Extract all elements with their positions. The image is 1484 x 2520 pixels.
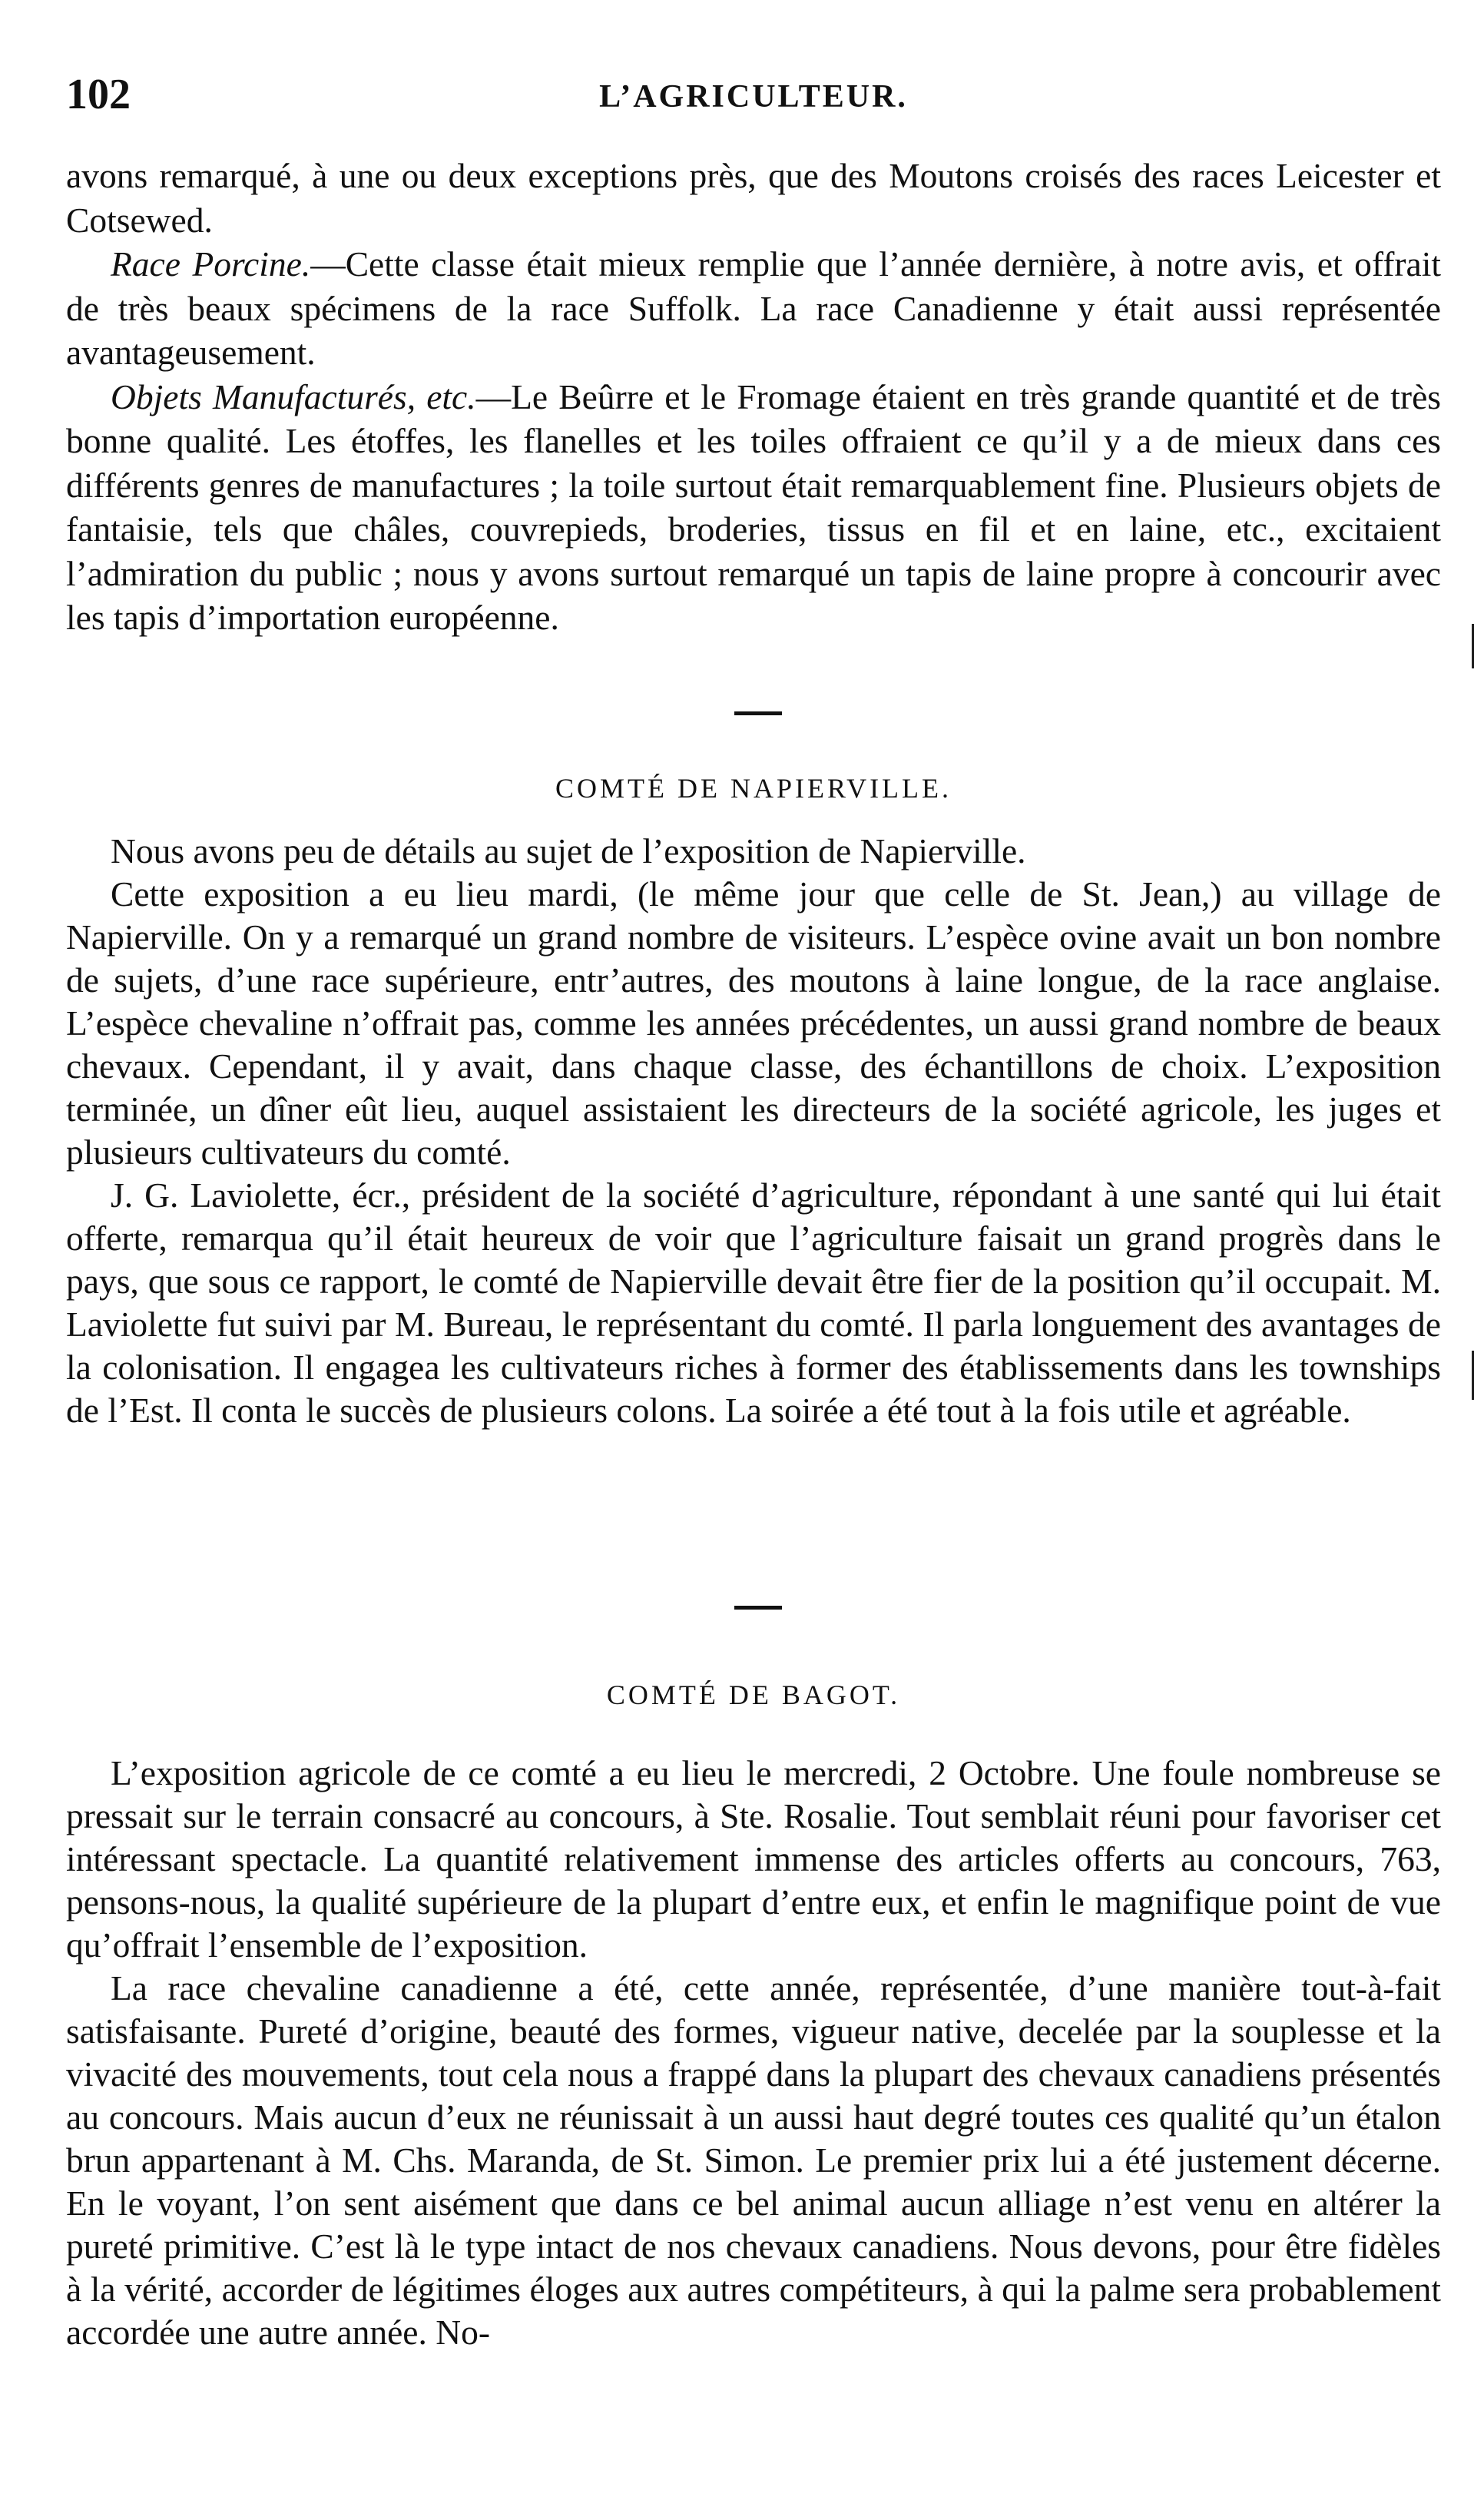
bagot-section	[66, 1752, 1441, 2354]
continuation-paragraph: avons remarqué, à une ou deux exceptions près, que des Moutons croisés des races Leicester et Cotsewed.	[66, 156, 1441, 240]
page-number: 102	[66, 71, 131, 118]
napierville-paragraph: J. G. Laviolette, écr., président de la société d’agriculture, répondant à une santé qui lui était offerte, remarqua qu’il était heureux de voir que l’agriculture faisait un grand progrès dans le pays, que sous ce rapport, le comté de Napierville devait être fier de la position qu’il occupait. M. Laviolette fut suivi par M. Bureau, le représentant du comté. Il parla longuement des avantages de la colonisation. Il engagea les cultivateurs riches à former des établissements dans les townships de l’Est. Il conta le succès de plusieurs colons. La soirée a été tout à la fois utile et agréable.	[66, 1175, 1441, 1430]
napierville-paragraph: Nous avons peu de détails au sujet de l’exposition de Napierville.	[111, 831, 1026, 870]
objets-manufactures-paragraph	[66, 375, 1441, 640]
napierville-section	[66, 830, 1441, 1432]
page-header	[66, 68, 1441, 129]
intro-section	[66, 154, 1441, 640]
section-heading-napierville: COMTÉ DE NAPIERVILLE.	[555, 773, 952, 804]
objets-manufactures-text: —Le Beûrre et le Fromage étaient en très grande quantité et de très bonne qualité. Les étoffes, les flanelles et les toiles offraient ce qu’il y a de mieux dans ces différents genres de manufactures ; la toile surtout était remarquablement fine. Plusieurs objets de fantaisie, tels que châles, couvrepieds, broderies, tissus en fil et en laine, etc., excitaient l’admiration du public ; nous y avons surtout remarqué un tapis de laine propre à concourir avec les tapis d’importation européenne.	[66, 376, 1441, 637]
section-divider	[734, 1606, 782, 1610]
running-title: L’AGRICULTEUR.	[599, 79, 908, 114]
margin-mark	[1472, 1351, 1474, 1400]
race-porcine-paragraph	[66, 242, 1441, 375]
bagot-paragraph: La race chevaline canadienne a été, cette année, représentée, d’une manière tout-à-fait satisfaisante. Pureté d’origine, beauté des formes, vigueur native, decelée par la souplesse et la vivacité des mouvements, tout cela nous a frappé dans la plupart des chevaux canadiens présentés au concours. Mais aucun d’eux ne réunissait à un aussi haut degré toutes ces qualité qu’un étalon brun appartenant à M. Chs. Maranda, de St. Simon. Le premier prix lui a été justement décerne. En le voyant, l’on sent aisément que dans ce bel animal aucun alliage n’est venu en altérer la pureté primitive. C’est là le type intact de nos chevaux canadiens. Nous devons, pour être fidèles à la vérité, accorder de légitimes éloges aux autres compétiteurs, à qui la palme sera probablement accordée une autre année. No-	[66, 1968, 1441, 2352]
race-porcine-heading: Race Porcine.	[111, 244, 311, 284]
napierville-paragraph: Cette exposition a eu lieu mardi, (le même jour que celle de St. Jean,) au village de Napierville. On y a remarqué un grand nombre de visiteurs. L’espèce ovine avait un bon nombre de sujets, d’une race supérieure, entr’autres, des moutons à laine longue, de la race anglaise. L’espèce chevaline n’offrait pas, comme les années précédentes, un aussi grand nombre de beaux chevaux. Cependant, il y avait, dans chaque classe, des échantillons de choix. L’exposition terminée, un dîner eût lieu, auquel assistaient les directeurs de la société agricole, les juges et plusieurs cultivateurs du comté.	[66, 874, 1441, 1172]
margin-mark	[1472, 624, 1474, 668]
objets-manufactures-heading: Objets Manufacturés, etc.	[111, 376, 476, 416]
section-heading-bagot: COMTÉ DE BAGOT.	[606, 1679, 901, 1710]
race-porcine-text: —Cette classe était mieux remplie que l’année dernière, à notre avis, et offrait de très beaux spécimens de la race Suffolk. La race Canadienne y était aussi représentée avantageusement.	[66, 244, 1441, 372]
bagot-paragraph: L’exposition agricole de ce comté a eu lieu le mercredi, 2 Octobre. Une foule nombreuse se pressait sur le terrain consacré au concours, à Ste. Rosalie. Tout semblait réuni pour favoriser cet intéressant spectacle. La quantité relativement immense des articles offerts au concours, 763, pensons-nous, la qualité supérieure de la plupart d’entre eux, et enfin le magnifique point de vue qu’offrait l’ensemble de l’exposition.	[66, 1753, 1441, 1965]
section-divider	[734, 711, 782, 715]
